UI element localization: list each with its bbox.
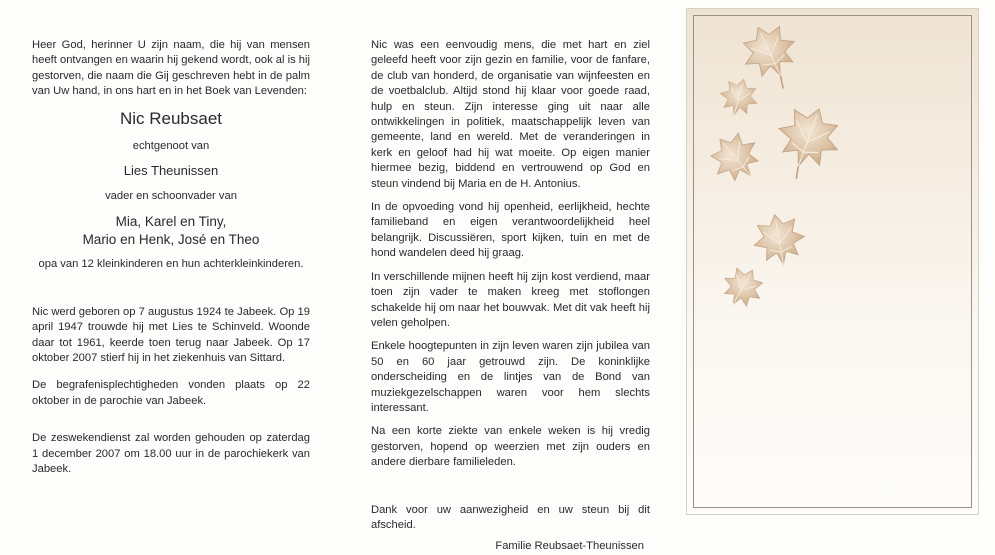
thanks-paragraph: Dank voor uw aanwezigheid en uw steun bij dit afscheid. (371, 503, 650, 531)
left-column (32, 38, 310, 478)
deceased-name: Nic Reubsaet (119, 108, 223, 128)
biography-paragraph-5: Na een korte ziekte van enkele weken is hij vredig gestorven, hopend op weerzien met zijn ouders en andere dierbare familieleden. (371, 425, 650, 469)
biography-paragraph-3: In verschillende mijnen heeft hij zijn kost verdiend, maar toen zijn vader te maken kreeg met stoflongen schakelde hij om naar het bouwvak. Met dit vak heeft hij velen geholpen. (371, 270, 650, 329)
decorative-card (686, 8, 979, 515)
card-frame (693, 15, 972, 508)
life-paragraph: Nic werd geboren op 7 augustus 1924 te Jabeek. Op 19 april 1947 trouwde hij met Lies te Schinveld. Woonde daar tot 1961, keerde toen terug naar Jabeek. Op 17 oktober 2007 stierf hij in het ziekenhuis van Sittard. (32, 305, 310, 365)
family-signature: Familie Reubsaet-Theunissen (495, 540, 644, 553)
children-line-2: Mario en Henk, José en Theo (82, 232, 260, 248)
mass-paragraph: De zeswekendienst zal worden gehouden op zaterdag 1 december 2007 om 18.00 uur in de parochiekerk van Jabeek. (32, 432, 310, 476)
grandparent-line: opa van 12 kleinkinderen en hun achterkleinkinderen. (38, 258, 304, 271)
parent-label: vader en schoonvader van (105, 190, 237, 203)
spouse-name: Lies Theunissen (123, 163, 219, 179)
biography-paragraph-1: Nic was een eenvoudig mens, die met hart en ziel geleefd heeft voor zijn gezin en familie, voor de fanfare, de club van honderd, de organisatie van wijnfeesten en de voetbalclub. Altijd stond hij klaar voor goede raad, hulp en steun. Zijn interesse ging uit naar alle ontwikkelingen in politiek, maatschappelijk leven van gemeente, land en wereld. Met de veranderingen in kerk en geloof had hij wat moeite. Op eigen manier hiermee bezig, biddend en vertrouwend op God en steun vindend bij Maria en de H. Antonius. (371, 39, 650, 190)
biography-paragraph-2: In de opvoeding vond hij openheid, eerlijkheid, hechte familieband en eigen verantwoordelijkheid heel belangrijk. Discussiëren, sport kijken, tuin en met de hond wandelen deed hij graag. (371, 201, 650, 260)
intro-prayer: Heer God, herinner U zijn naam, die hij van mensen heeft ontvangen en waarin hij gekend wordt, ook al is hij gestorven, die naam die Gij geschreven hebt in de palm van Uw hand, in ons hart en in het Boek van Levenden: (32, 39, 310, 98)
funeral-paragraph: De begrafenisplechtigheden vonden plaats op 22 oktober in de parochie van Jabeek. (32, 379, 310, 407)
children-line-1: Mia, Karel en Tiny, (115, 214, 227, 230)
biography-paragraph-4: Enkele hoogtepunten in zijn leven waren zijn jubilea van 50 en 60 jaar getrouwd zijn. De koninklijke onderscheiding en de lintjes van de Bond van muziekgezelschappen waren voor hem slechts interessant. (371, 340, 650, 414)
middle-column (371, 38, 650, 555)
spouse-label: echtgenoot van (132, 139, 210, 152)
